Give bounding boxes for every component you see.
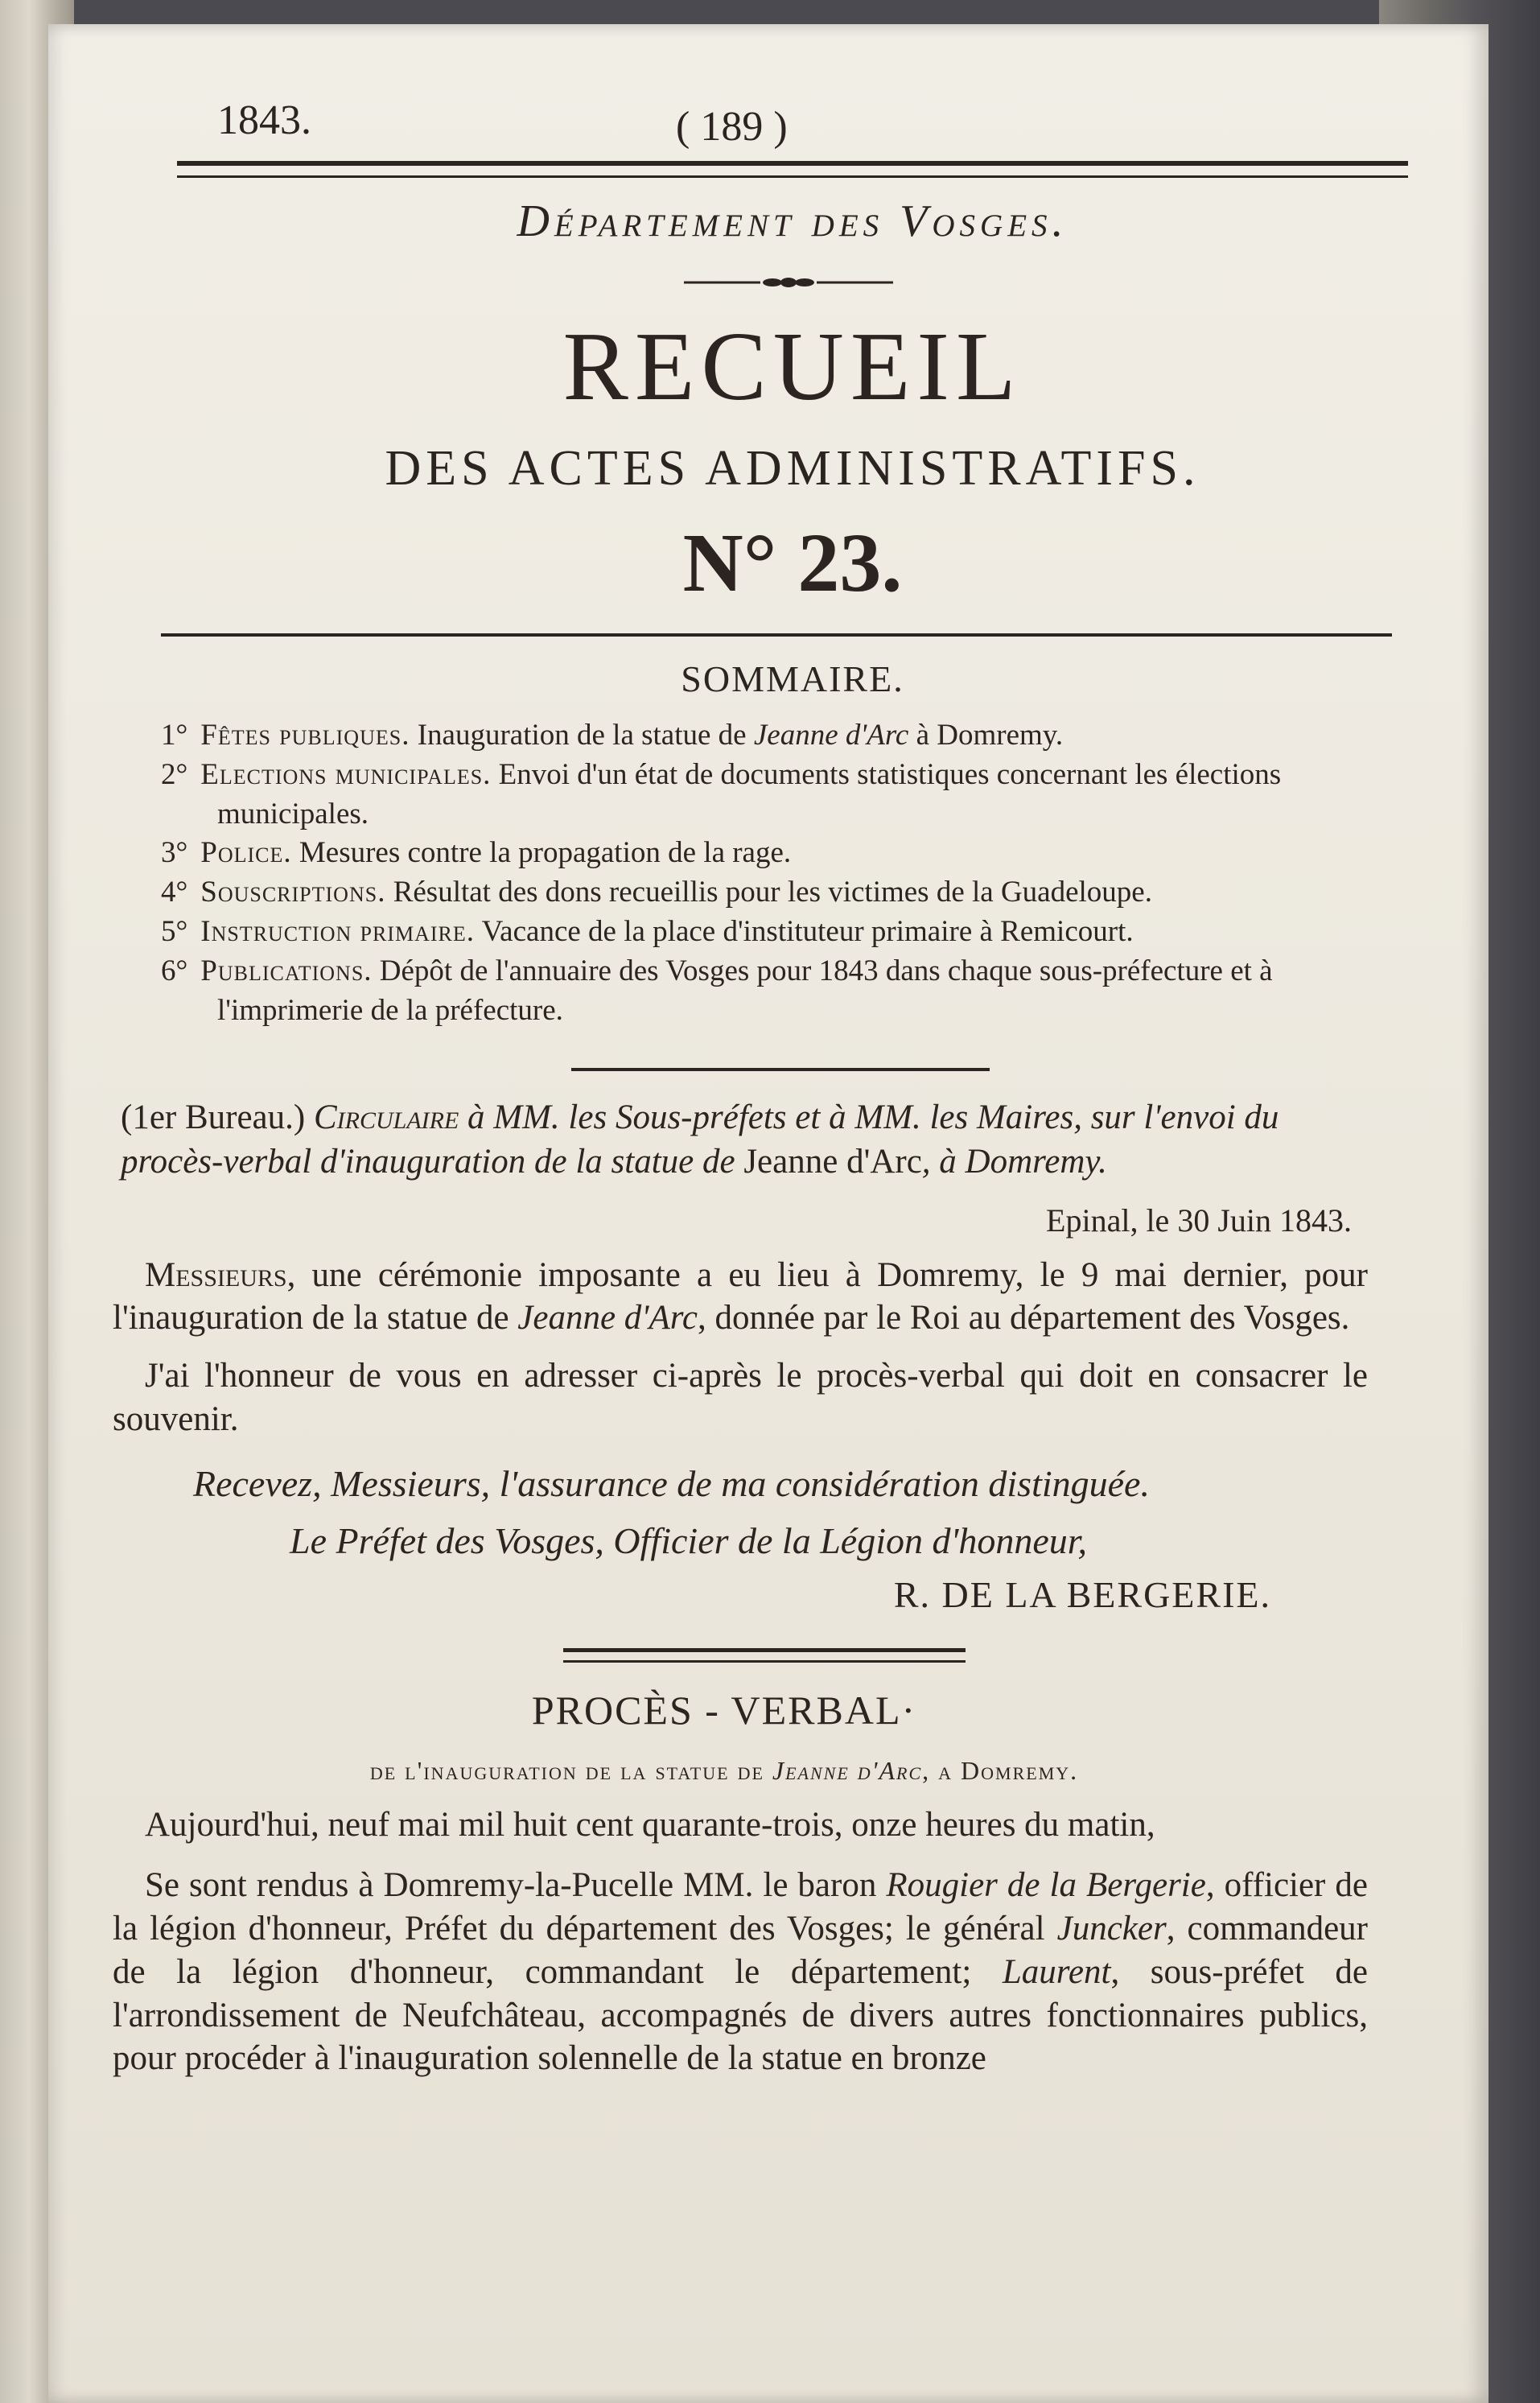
department-heading: Département des Vosges. <box>517 196 1069 246</box>
para-text-end: , donnée par le Roi au département des Vosges. <box>697 1299 1350 1338</box>
dateline: Epinal, le 30 Juin 1843. <box>1046 1202 1352 1239</box>
item-number: 4° <box>161 876 188 909</box>
item-text-after: à Domremy. <box>908 719 1064 752</box>
item-category: Police. <box>200 836 292 870</box>
circulaire-heading <box>121 1095 1376 1184</box>
running-header <box>97 64 1400 150</box>
body-text: Se sont rendus à Domremy-la-Pucelle MM. le baron <box>145 1866 887 1905</box>
para-text: , une cérémonie imposante a eu lieu à Domremy, le 9 mai dernier, pour l'inauguration de la statue de <box>113 1255 1368 1338</box>
item-number: 6° <box>161 954 188 987</box>
sommaire-item <box>161 716 1408 756</box>
body-name: Rougier de la Bergerie <box>886 1866 1206 1905</box>
paragraph <box>113 1864 1368 2080</box>
paragraph: Aujourd'hui, neuf mai mil huit cent quarante-trois, onze heures du matin, <box>145 1805 1155 1844</box>
body-text: , officier de la légion d'honneur, Préfet du département des Vosges; le général <box>113 1866 1368 1948</box>
circulaire-label: Circulaire <box>313 1098 459 1136</box>
item-category: Souscriptions. <box>200 876 386 909</box>
item-category: Fêtes publiques. <box>200 719 410 752</box>
item-number: 1° <box>161 719 188 752</box>
sommaire-item <box>161 756 1408 835</box>
item-number: 5° <box>161 915 188 949</box>
paragraph <box>113 1254 1368 1341</box>
header-year: 1843. <box>217 97 311 143</box>
item-number: 3° <box>161 836 188 870</box>
circulaire-name: Jeanne d'Arc <box>743 1142 922 1181</box>
main-title: RECUEIL <box>562 312 1023 421</box>
body-text: , commandeur de la légion d'honneur, commandant le département; <box>113 1910 1368 1991</box>
page-content <box>97 64 1400 2080</box>
body-text: , sous-préfet de l'arrondissement de Neufchâteau, accompagnés de divers autres fonctionnaires publics, pour procéder à l'inauguration solennelle de la statue en bronze <box>113 1952 1368 2078</box>
body-name: Juncker <box>1056 1910 1167 1948</box>
title-rule <box>161 633 1392 637</box>
item-category: Instruction primaire. <box>200 915 475 949</box>
header-double-rule <box>177 161 1408 178</box>
item-text: Résultat des dons recueillis pour les victimes de la Guadeloupe. <box>385 876 1152 909</box>
sommaire-item <box>161 873 1408 913</box>
sommaire-item <box>161 952 1408 1031</box>
proces-verbal-subtitle <box>97 1756 1352 1786</box>
item-category: Elections municipales. <box>200 757 492 791</box>
item-number: 2° <box>161 757 188 791</box>
sommaire-list <box>161 716 1408 1031</box>
para-name: Jeanne d'Arc <box>517 1299 698 1338</box>
item-text: Vacance de la place d'instituteur primaire à Remicourt. <box>474 915 1134 949</box>
item-text: Mesures contre la propagation de la rage. <box>291 836 792 870</box>
issue-number: N° 23. <box>682 517 903 609</box>
body-name: Laurent <box>1002 1952 1111 1991</box>
item-text: Inauguration de la statue de <box>410 719 754 752</box>
section-rule <box>571 1068 990 1071</box>
circulaire-text: à MM. les Sous-préfets et à MM. les Maires, sur l'envoi du procès-verbal d'inauguration de la statue de <box>121 1098 1279 1181</box>
closing-formula: Recevez, Messieurs, l'assurance de ma considération distinguée. <box>193 1462 1150 1504</box>
item-italic: Jeanne d'Arc <box>753 719 909 752</box>
item-category: Publications. <box>200 954 373 987</box>
subtitle: DES ACTES ADMINISTRATIFS. <box>385 441 1200 496</box>
item-text: Envoi d'un état de documents statistiques concernant les élections municipales. <box>217 757 1282 831</box>
pv-sub-name: Jeanne d'Arc <box>772 1755 923 1785</box>
circulaire-text-end: , à Domremy. <box>921 1142 1107 1181</box>
ornament-icon <box>684 277 893 288</box>
proces-verbal-title: PROCÈS - VERBAL· <box>531 1687 917 1733</box>
signatory-title: Le Préfet des Vosges, Officier de la Légion d'honneur, <box>290 1519 1088 1561</box>
ornament-divider <box>684 276 893 286</box>
para-lead: Messieurs <box>145 1255 287 1294</box>
sommaire-item <box>161 913 1408 952</box>
signature: R. DE LA BERGERIE. <box>893 1573 1271 1615</box>
section-double-rule <box>563 1648 966 1663</box>
pv-sub-text-end: , a Domremy. <box>922 1755 1079 1785</box>
sommaire-heading: SOMMAIRE. <box>681 658 904 699</box>
book-page <box>48 24 1489 2403</box>
paragraph: J'ai l'honneur de vous en adresser ci-après le procès-verbal qui doit en consacrer le souvenir. <box>113 1357 1368 1438</box>
sommaire-item <box>161 834 1408 873</box>
item-text: Dépôt de l'annuaire des Vosges pour 1843 dans chaque sous-préfecture et à l'imprimerie de la préfecture. <box>217 954 1273 1027</box>
page-number: ( 189 ) <box>676 104 788 150</box>
pv-sub-text: de l'inauguration de la statue de <box>369 1755 772 1785</box>
bureau-label: (1er Bureau.) <box>121 1098 314 1136</box>
